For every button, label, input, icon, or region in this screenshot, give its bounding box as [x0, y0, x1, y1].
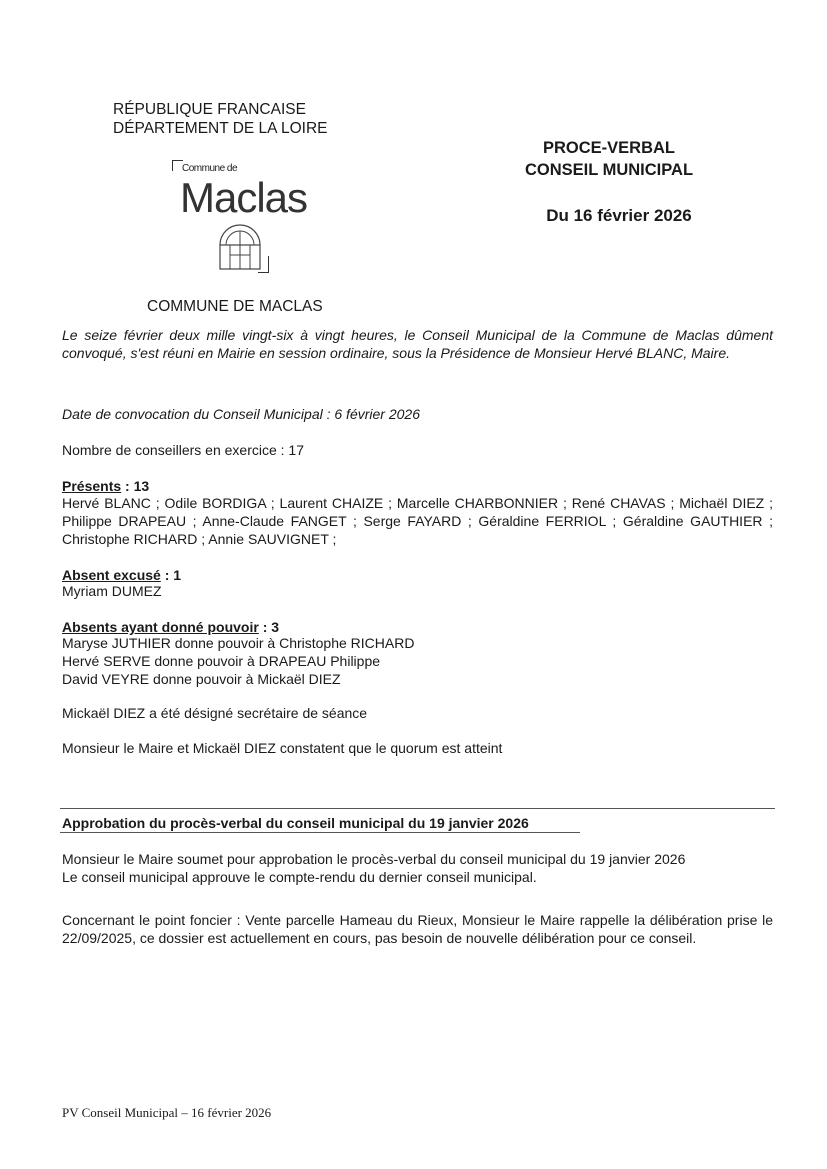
- logo-small-text: Commune de: [182, 163, 238, 174]
- quorum: Monsieur le Maire et Mickaël DIEZ constatent que le quorum est atteint: [62, 740, 503, 756]
- absent-list: Myriam DUMEZ: [62, 583, 162, 599]
- section-underline: [60, 832, 580, 833]
- approval-line-1: Monsieur le Maire soumet pour approbation le procès-verbal du conseil municipal du 19 janvier 2026: [62, 851, 686, 867]
- approval-line-2: Le conseil municipal approuve le compte-rendu du dernier conseil municipal.: [62, 869, 537, 885]
- header-left: [113, 100, 327, 138]
- secretaire: Mickaël DIEZ a été désigné secrétaire de séance: [62, 705, 368, 721]
- presents-count: : 13: [121, 478, 150, 494]
- doc-title-1: PROCE-VERBAL: [542, 139, 675, 157]
- doc-date: Du 16 février 2026: [546, 206, 692, 225]
- doc-title-2: CONSEIL MUNICIPAL: [524, 161, 694, 179]
- intro-paragraph: Le seize février deux mille vingt-six à vingt heures, le Conseil Municipal de la Commune de Maclas dûment convoqué, s'est réuni en Mairie en session ordinaire, sous la Présidence de Monsieur Hervé BLANC, Maire.: [62, 327, 773, 361]
- presents-list: Hervé BLANC ; Odile BORDIGA ; Laurent CHAIZE ; Marcelle CHARBONNIER ; René CHAVAS ; Michaël DIEZ ; Philippe DRAPEAU ; Anne-Claude FANGET ; Serge FAYARD ; Géraldine FERRIOL ; Géraldine GAUTHIER ; Christophe RICHARD ; Annie SAUVIGNET ;: [62, 495, 773, 547]
- absent-label: Absent excusé: [62, 567, 161, 583]
- pouvoir-line: Maryse JUTHIER donne pouvoir à Christophe RICHARD: [62, 635, 415, 651]
- convocation-date: Date de convocation du Conseil Municipal : 6 février 2026: [62, 406, 420, 422]
- section-divider: [60, 808, 775, 809]
- conseillers-count: Nombre de conseillers en exercice : 17: [62, 442, 305, 458]
- logo-big-text: Maclas: [180, 174, 308, 221]
- footer: PV Conseil Municipal – 16 février 2026: [62, 1105, 272, 1120]
- pouvoir-line: Hervé SERVE donne pouvoir à DRAPEAU Philippe: [62, 653, 381, 669]
- presents-heading: [62, 477, 773, 495]
- pouvoir-line: David VEYRE donne pouvoir à Mickaël DIEZ: [62, 671, 341, 687]
- republique: RÉPUBLIQUE FRANCAISE: [113, 101, 306, 118]
- pouvoirs-label: Absents ayant donné pouvoir: [62, 619, 259, 635]
- absent-count: : 1: [160, 567, 182, 583]
- foncier-paragraph: Concernant le point foncier : Vente parcelle Hameau du Rieux, Monsieur le Maire rappelle la délibération prise le 22/09/2025, ce dossier est actuellement en cours, pas besoin de nouvelle délibération pour ce conseil.: [62, 912, 773, 946]
- departement: DÉPARTEMENT DE LA LOIRE: [113, 120, 328, 137]
- section-heading: Approbation du procès-verbal du conseil municipal du 19 janvier 2026: [62, 815, 529, 831]
- maclas-logo: [170, 158, 315, 278]
- pouvoirs-count: : 3: [258, 619, 280, 635]
- commune-name: COMMUNE DE MACLAS: [147, 298, 323, 315]
- presents-label: Présents: [62, 478, 122, 494]
